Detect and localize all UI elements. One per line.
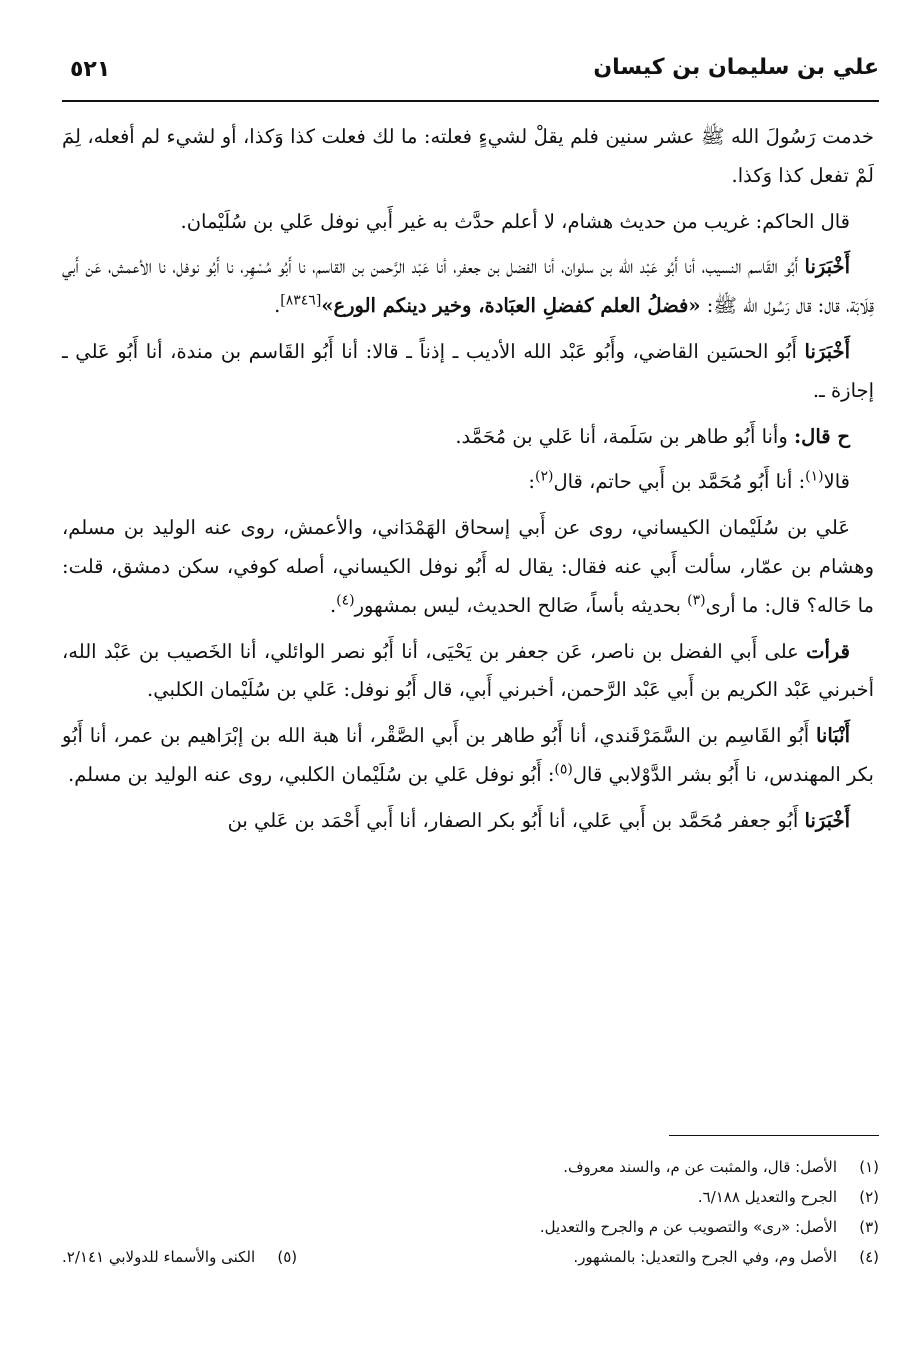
footnote-ref-5: (٥): [554, 761, 573, 778]
footnote-text: الجرح والتعديل ٦/١٨٨.: [697, 1188, 837, 1206]
paragraph-5: [62, 418, 874, 457]
footnote-ref-1: (١): [805, 468, 824, 485]
footnote-text: الأصل وم، وفي الجرح والتعديل: بالمشهور.: [573, 1248, 837, 1266]
footnote-rule: [669, 1135, 879, 1136]
text-segment: .: [329, 593, 337, 617]
text-segment: : أَبُو نوفل عَلي بن سُلَيْمان الكلبي، روى عنه الوليد بن مسلم.: [68, 762, 555, 786]
paragraph-8: [62, 633, 874, 711]
text-segment: بحديثه بأساً، صَالح الحديث، ليس بمشهور: [354, 593, 688, 617]
running-title: علي بن سليمان بن كيسان: [593, 55, 879, 80]
paragraph-end: .: [274, 294, 281, 318]
paragraph-1: خدمت رَسُولَ الله ﷺ عشر سنين فلم يقلْ لشيءٍ فعلته: ما لك فعلت كذا وَكذا، أو لشيء لم أفعله، لِمَ لَمْ تفعل كذا وَكذا.: [62, 125, 874, 187]
paragraph-3: [62, 248, 874, 326]
keyword-akhbarana: أَخْبَرَنا: [804, 339, 850, 363]
keyword-ha-qal: ح قال:: [793, 424, 850, 448]
keyword-akhbarana: أَخْبَرَنا: [804, 255, 850, 279]
header-rule: [62, 100, 879, 102]
main-text: [62, 118, 874, 848]
paragraph-7: [62, 509, 874, 625]
footnote-text: الأصل: قال، والمثبت عن م، والسند معروف.: [563, 1158, 837, 1176]
footnote-4: [573, 1242, 879, 1272]
isnad-text: وأنا أَبُو طاهر بن سَلَمة، أنا عَلي بن مُحَمَّد.: [455, 424, 794, 448]
footnote-text: الكنى والأسماء للدولابي ٢/١٤١.: [62, 1248, 256, 1266]
paragraph-10: [62, 802, 874, 841]
footnote-1: [62, 1152, 879, 1182]
paragraph-9: [62, 717, 874, 795]
text-segment: أَبُو القَاسِم بن السَّمَرْقَندي، أنا أَبُو طاهر بن أَبي الصَّقْر، أنا هبة الله بن إبْرَاهيم بن عمر، أنا أَبُو بكر المهندس، نا أَبُو بشر الدَّوْلابي قال: [62, 724, 874, 786]
paragraph-4: [62, 333, 874, 411]
text-segment: قالا: [823, 470, 850, 494]
isnad-text: أَبُو الحسَين القاضي، وأَبُو عَبْد الله الأديب ـ إذناً ـ قالا: أنا أَبُو القَاسم بن مندة، أنا أَبُو عَلي ـ إجازة ـ.: [62, 339, 874, 402]
footnote-5: [62, 1242, 297, 1272]
footnote-number: (٥): [277, 1248, 298, 1266]
keyword-qara-tu: قرأت: [806, 639, 850, 663]
footnote-ref-4: (٤): [336, 592, 355, 609]
hadith-text: «فضلُ العلم كفضلِ العبَادة، وخير دينكم الورع»: [321, 294, 701, 318]
footnote-number: (٢): [859, 1188, 879, 1206]
footnote-3: [62, 1212, 879, 1242]
isnad-text: أَبُو جعفر مُحَمَّد بن أَبي عَلي، أنا أَبُو بكر الصفار، أنا أَبي أَحْمَد بن عَلي بن: [227, 808, 805, 832]
keyword-akhbarana: أَخْبَرَنا: [804, 808, 850, 832]
text-segment: :: [528, 470, 535, 494]
keyword-anbana: أَنْبَانا: [815, 724, 850, 748]
text-segment: : أنا أَبُو مُحَمَّد بن أَبي حاتم، قال: [553, 470, 806, 494]
footnote-number: (١): [859, 1158, 879, 1176]
footnote-number: (٣): [859, 1218, 879, 1236]
footnote-ref-3: (٣): [687, 592, 706, 609]
isnad-text: أَبُو القَاسم النسيب، أنا أَبُو عَبْد الله بن سلوان، أنا الفضل بن جعفر، أنا عَبْد الرَّحمن بن القاسم، نا أَبُو مُسْهِر، نا أَبُو نوفل، نا الأعمش، عَن أَبي قِلَابَة، قال: قال رَسُول الله ﷺ:: [62, 255, 874, 318]
footnote-ref-2: (٢): [534, 468, 554, 485]
footnote-text: الأصل: «رى» والتصويب عن م والجرح والتعديل.: [539, 1218, 837, 1236]
hadith-number: [٨٣٤٦]: [280, 292, 322, 309]
paragraph-2: قال الحاكم: غريب من حديث هشام، لا أعلم حدَّث به غير أَبي نوفل عَلي بن سُلَيْمان.: [180, 209, 850, 233]
footnote-number: (٤): [859, 1248, 879, 1266]
page-number: ٥٢١: [70, 57, 111, 82]
isnad-text: على أَبي الفضل بن ناصر، عَن جعفر بن يَحْيَى، أنا أَبُو نصر الوائلي، أنا الخَصيب بن عَبْد الله، أخبرني عَبْد الكريم بن أَبي عَبْد الرَّحمن، أخبرني أَبي، قال أَبُو نوفل: عَلي بن سُلَيْمان الكلبي.: [62, 639, 874, 702]
footnote-row-4-5: [62, 1242, 879, 1272]
footnote-2: [62, 1182, 879, 1212]
footnotes: [62, 1152, 879, 1272]
text-segment: عَلي بن سُلَيْمان الكيساني، روى عن أَبي إسحاق الهَمْدَاني، والأعمش، روى عنه الوليد بن مسلم، وهشام بن عمّار، سألت أَبي عنه فقال: يقال له أَبُو نوفل الكيساني، أصله كوفي، سكن دمشق، قلت: ما حَاله؟ قال: ما أرى: [62, 516, 874, 617]
paragraph-6: [62, 463, 874, 502]
